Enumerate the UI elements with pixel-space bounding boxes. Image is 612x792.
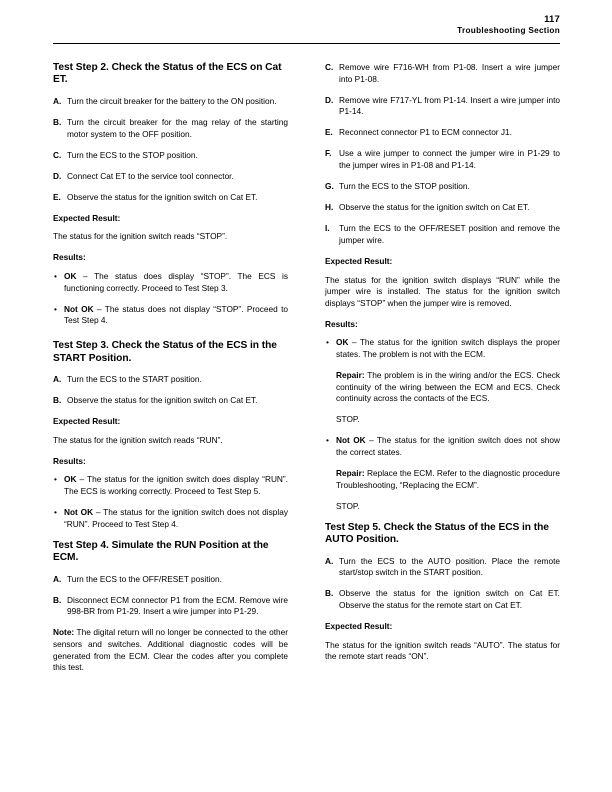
bullet-icon: •	[326, 337, 329, 348]
result-lead: OK	[64, 270, 77, 281]
repair-text: Replace the ECM. Refer to the diagnostic procedure Troubleshooting, “Replacing the ECM”.	[336, 468, 560, 490]
step4-item-a	[53, 574, 288, 586]
body-columns	[53, 62, 560, 772]
right-column	[325, 62, 560, 663]
result-lead: OK	[336, 337, 349, 348]
item-text: Turn the ECS to the OFF/RESET position and remove the jumper wire.	[339, 223, 560, 245]
item-letter: B.	[325, 588, 334, 599]
item-text: Observe the status for the ignition switch on Cat ET.	[67, 395, 258, 406]
item-letter: E.	[53, 191, 61, 202]
step4-result-not-ok	[325, 435, 560, 458]
step4-item-d	[325, 95, 560, 118]
item-text: Turn the circuit breaker for the mag relay of the starting motor system to the OFF position.	[67, 116, 288, 139]
item-letter: B.	[53, 395, 62, 406]
result-text: – The status for the ignition switch does not display “RUN”. Proceed to Test Step 4.	[64, 507, 288, 529]
item-text: Turn the ECS to the AUTO position. Place the remote start/stop switch in the START position.	[339, 555, 560, 578]
step2-item-a	[53, 96, 288, 108]
item-letter: G.	[325, 181, 334, 192]
item-letter: A.	[325, 555, 334, 566]
result-text: – The status for the ignition switch does not show the correct states.	[336, 435, 560, 457]
item-letter: E.	[325, 127, 333, 138]
step4-expected-result-text: The status for the ignition switch displays “RUN” while the jumper wire is installed. The status for the ignition switch displays “STOP” when the jumper wire is removed.	[325, 274, 560, 308]
item-text: Turn the ECS to the STOP position.	[67, 149, 198, 160]
step4-item-e	[325, 127, 560, 139]
header-divider	[53, 43, 560, 44]
step4-result-ok	[325, 337, 560, 360]
step2-results-label: Results:	[53, 252, 86, 263]
step2-item-d	[53, 171, 288, 183]
result-text: – The status for the ignition switch does display “RUN”. The ECS is working correctly. Proceed to Test Step 5.	[64, 474, 288, 497]
step3-expected-result-text: The status for the ignition switch reads “RUN”.	[53, 434, 223, 445]
result-lead: Not OK	[64, 507, 94, 518]
step4-item-b	[53, 595, 288, 618]
result-lead: Not OK	[336, 435, 366, 446]
item-text: Observe the status for the ignition switch on Cat ET. Observe the status for the remote start on Cat ET.	[339, 588, 560, 610]
step2-item-c	[53, 150, 288, 162]
item-letter: D.	[53, 170, 62, 181]
step2-expected-result-label: Expected Result:	[53, 212, 121, 223]
heading-test-step-2: Test Step 2. Check the Status of the ECS on Cat ET.	[53, 62, 282, 86]
note-text: The digital return will no longer be connected to the other sensors and switches. Additional diagnostic codes will be generated from the ECM. Clear the codes after you complete this test.	[53, 627, 288, 673]
item-text: Disconnect ECM connector P1 from the ECM. Remove wire 998-BR from P1-29. Insert a wire jumper into P1-29.	[67, 594, 288, 617]
step4-note	[53, 627, 288, 673]
item-letter: H.	[325, 202, 334, 213]
item-letter: B.	[53, 116, 62, 127]
item-text: Remove wire F716-WH from P1-08. Insert a wire jumper into P1-08.	[339, 62, 560, 84]
item-text: Connect Cat ET to the service tool connector.	[67, 170, 234, 181]
repair-label: Repair:	[336, 468, 365, 479]
step4-result-not-ok-stop: STOP.	[336, 500, 360, 511]
step2-item-e	[53, 192, 288, 204]
note-label: Note:	[53, 627, 75, 638]
step4-result-not-ok-repair	[325, 468, 560, 491]
step3-results-label: Results:	[53, 455, 86, 466]
step3-result-ok	[53, 474, 288, 497]
step5-item-a	[325, 556, 560, 579]
item-letter: A.	[53, 374, 62, 385]
step2-result-ok	[53, 271, 288, 294]
step3-expected-result-label: Expected Result:	[53, 416, 121, 427]
item-text: Remove wire F717-YL from P1-14. Insert a wire jumper into P1-14.	[339, 94, 560, 117]
step2-item-b	[53, 117, 288, 140]
item-letter: B.	[53, 594, 62, 605]
step5-expected-result-label: Expected Result:	[325, 621, 393, 632]
step4-result-ok-stop: STOP.	[336, 414, 360, 425]
step3-item-b	[53, 395, 288, 407]
bullet-icon: •	[54, 270, 57, 281]
heading-test-step-5: Test Step 5. Check the Status of the ECS in the AUTO Position.	[325, 521, 549, 546]
step4-item-g	[325, 181, 560, 193]
heading-test-step-3: Test Step 3. Check the Status of the ECS in the START Position.	[53, 340, 277, 364]
result-text: – The status does display “STOP”. The ECS is functioning correctly. Proceed to Test Step 3.	[64, 270, 288, 293]
item-letter: A.	[53, 573, 62, 584]
repair-label: Repair:	[336, 370, 365, 380]
heading-test-step-4: Test Step 4. Simulate the RUN Position at the ECM.	[53, 539, 269, 564]
step4-item-c	[325, 62, 560, 85]
repair-text: The problem is in the wiring and/or the ECS. Check continuity of the wiring between the ECM and ECS. Check continuity across the contacts of the ECS.	[336, 370, 560, 404]
page-header	[53, 14, 560, 36]
item-text: Observe the status for the ignition switch on Cat ET.	[339, 202, 530, 213]
item-text: Turn the ECS to the OFF/RESET position.	[67, 573, 222, 584]
step4-item-h	[325, 202, 560, 214]
step4-item-f	[325, 148, 560, 171]
item-text: Turn the ECS to the START position.	[67, 374, 202, 385]
step2-expected-result-text: The status for the ignition switch reads “STOP”.	[53, 231, 228, 242]
step3-item-a	[53, 374, 288, 386]
bullet-icon: •	[54, 507, 57, 518]
item-text: Use a wire jumper to connect the jumper wire in P1-29 to the jumper wires in P1-08 and P1-14.	[339, 148, 560, 171]
item-letter: D.	[325, 94, 334, 105]
item-letter: C.	[53, 149, 62, 160]
section-title: Troubleshooting Section	[457, 26, 560, 35]
step4-item-i	[325, 223, 560, 246]
result-text: – The status does not display “STOP”. Proceed to Test Step 4.	[64, 303, 288, 326]
step3-result-not-ok	[53, 507, 288, 530]
result-lead: OK	[64, 474, 77, 485]
step4-expected-result-label: Expected Result:	[325, 256, 393, 267]
step4-results-label: Results:	[325, 318, 358, 329]
item-letter: F.	[325, 148, 332, 159]
step5-item-b	[325, 588, 560, 611]
item-text: Turn the circuit breaker for the battery to the ON position.	[67, 95, 277, 106]
bullet-icon: •	[54, 474, 57, 485]
page-number: 117	[544, 14, 560, 25]
item-text: Reconnect connector P1 to ECM connector J1.	[339, 127, 512, 138]
item-letter: C.	[325, 62, 334, 72]
result-text: – The status for the ignition switch displays the proper states. The problem is not with the ECM.	[336, 337, 560, 359]
item-letter: I.	[325, 223, 330, 234]
step4-result-ok-repair	[325, 370, 560, 405]
item-text: Turn the ECS to the STOP position.	[339, 181, 470, 192]
left-column	[53, 62, 288, 674]
item-text: Observe the status for the ignition switch on Cat ET.	[67, 191, 258, 202]
step5-expected-result-text: The status for the ignition switch reads “AUTO”. The status for the remote start reads “ON”.	[325, 639, 560, 662]
bullet-icon: •	[54, 303, 57, 314]
bullet-icon: •	[326, 435, 329, 446]
step2-result-not-ok	[53, 304, 288, 327]
result-lead: Not OK	[64, 303, 94, 314]
item-letter: A.	[53, 95, 62, 106]
